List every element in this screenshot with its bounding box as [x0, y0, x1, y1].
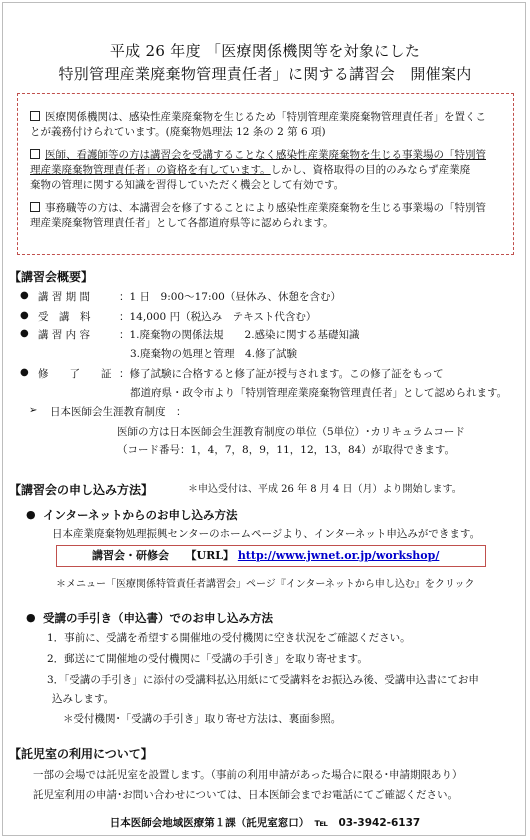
notice-line — [30, 163, 470, 178]
bullet-icon: ● — [26, 611, 36, 624]
url-box — [56, 545, 486, 567]
content-label: 講 習 内 容 — [38, 329, 91, 341]
checkbox-icon — [30, 149, 40, 159]
fee-label: 受 講 料 — [38, 311, 91, 323]
notice-text: とが義務付けられています。(廃棄物処理法 12 条の 2 第 6 項) — [30, 126, 326, 138]
apply-heading: 【講習会の申し込み方法】 — [9, 483, 154, 497]
bullet-icon: ● — [20, 310, 29, 321]
step-1: 1．事前に、受講を希望する開催地の受付機関に空き状況をご確認ください。 — [47, 632, 411, 644]
nursery-line-2: 託児室利用の申請･お問い合わせについては、日本医師会までお電話にてご確認ください。 — [33, 789, 459, 801]
notice-item-1 — [30, 110, 486, 125]
workshop-link[interactable]: http://www.jwnet.or.jp/workshop/ — [237, 549, 440, 562]
url-line — [92, 549, 439, 563]
notice-text: 棄物の管理に関する知識を習得していただく機会として有効です。 — [30, 179, 345, 191]
cert-value: 都道府県・政令市より「特別管理産業廃棄物管理責任者」として認められます。 — [130, 387, 508, 399]
cert-label: 修 了 証 — [38, 368, 112, 380]
notice-text: しかし、資格取得の目的のみならず産業廃 — [270, 164, 471, 176]
bullet-icon: ● — [20, 328, 29, 339]
url-label: 講習会・研修会 【URL】 — [92, 549, 234, 562]
step-3: 3．「受講の手引き」に添付の受講料払込用紙にて受講料をお振込み後、受講申込書にてお申 — [47, 674, 479, 686]
notice-text: 事務職等の方は、本講習会を修了することにより感染性産業廃棄物を生じる事業場の「特別管 — [45, 202, 486, 214]
step-2: 2．郵送にて開催地の受付機関に「受講の手引き」を取り寄せます。 — [47, 653, 368, 665]
cme-label: 日本医師会生涯教育制度 ： — [50, 406, 187, 418]
step-3-cont: 込みします。 — [52, 693, 115, 705]
period-value: ：1 日 9:00～17:00（昼休み、休憩を含む） — [119, 291, 341, 303]
step-note: ＊受付機関･「受講の手引き」取り寄せ方法は、裏面参照。 — [63, 713, 342, 725]
bullet-icon: ● — [20, 290, 29, 301]
notice-text: 医療関係機関は、感染性産業廃棄物を生じるため「特別管理産業廃棄物管理責任者」を置くこ — [45, 111, 486, 123]
arrow-icon: ➢ — [29, 405, 38, 416]
title-line-2: 特別管理産業廃棄物管理責任者」に関する講習会 開催案内 — [58, 65, 472, 83]
menu-note: ＊メニュー「医療関係特管責任者講習会」ページ『インターネットから申し込む』をクリック — [56, 579, 475, 590]
notice-text: 理産業廃棄物管理責任者」の資格を有しています。 — [30, 164, 271, 176]
contact-footer: 日本医師会地域医療第１課（託児室窓口） ℡ 03-3942-6137 — [109, 817, 421, 829]
nursery-heading: 【託児室の利用について】 — [9, 747, 153, 761]
bullet-icon: ● — [20, 367, 29, 378]
content-value: ：1.廃棄物の関係法規 2.感染に関する基礎知識 — [119, 329, 360, 341]
guide-heading: 受講の手引き（申込書）でのお申し込み方法 — [43, 611, 273, 625]
checkbox-icon — [30, 202, 40, 212]
bullet-icon: ● — [26, 508, 36, 521]
notice-box — [17, 93, 514, 255]
notice-text: 医師、看護師等の方は講習会を受講することなく感染性産業廃棄物を生じる事業場の「特別管 — [45, 149, 486, 161]
content-value: 3.廃棄物の処理と管理 4.修了試験 — [130, 348, 298, 360]
nursery-line-1: 一部の会場では託児室を設置します。（事前の利用申請があった場合に限る･申請期限あり） — [33, 769, 463, 781]
cme-value: （コード番号：1，4，7，8，9，11，12，13，84）が取得できます。 — [117, 444, 456, 456]
notice-item-2 — [30, 148, 486, 163]
period-label: 講 習 期 間 — [38, 291, 91, 303]
internet-heading: インターネットからのお申し込み方法 — [43, 508, 238, 522]
internet-text: 日本産業廃棄物処理振興センターのホームページより、インターネット申込みができます。 — [52, 528, 481, 540]
cert-value: ：修了試験に合格すると修了証が授与されます。この修了証をもって — [119, 368, 444, 380]
fee-value: ：14,000 円（税込み テキスト代含む） — [119, 311, 317, 323]
title-line-1: 平成 26 年度 「医療関係機関等を対象にした — [109, 42, 421, 60]
apply-note: ＊申込受付は、平成 26 年 8 月 4 日（月）より開始します。 — [188, 484, 462, 495]
cme-value: 医師の方は日本医師会生涯教育制度の単位（5単位）･カリキュラムコード — [117, 426, 465, 438]
overview-heading: 【講習会概要】 — [9, 270, 94, 284]
notice-item-3 — [30, 201, 486, 216]
notice-text: 理産業廃棄物管理責任者」として各都道府県等に認められます。 — [30, 217, 334, 229]
checkbox-icon — [30, 111, 40, 121]
